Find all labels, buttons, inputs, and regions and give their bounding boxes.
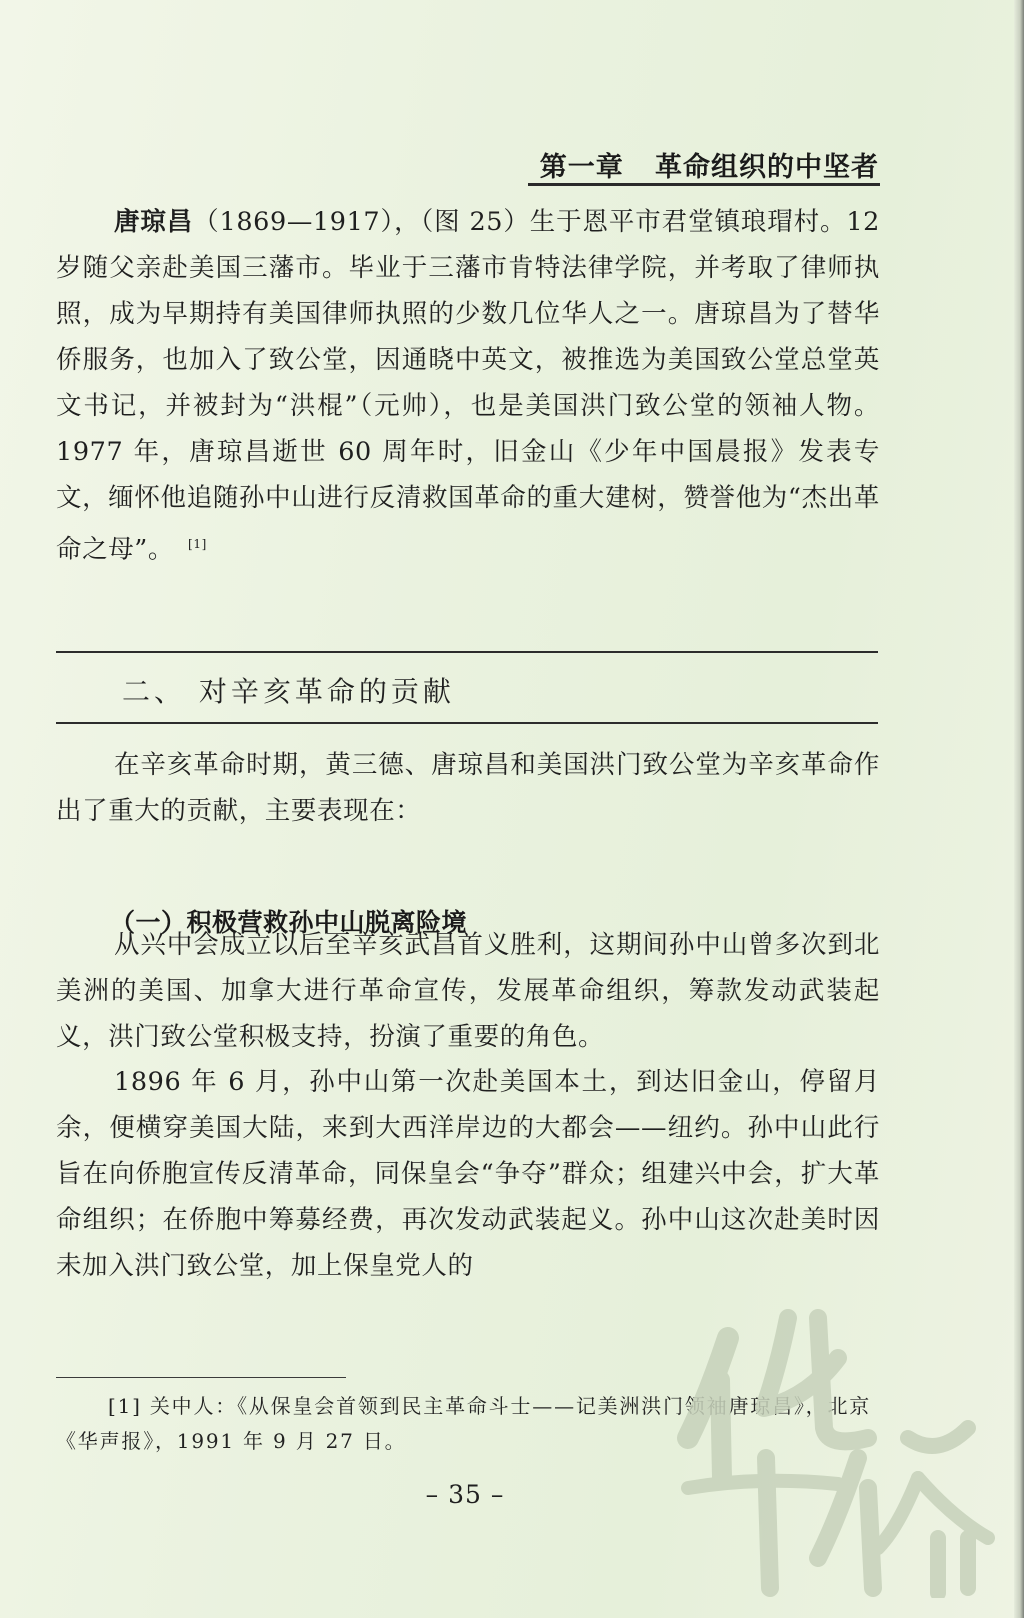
section-title-text: 对辛亥革命的贡献: [198, 675, 455, 708]
section-rule-bottom: [56, 722, 878, 724]
chapter-number: 第一章: [539, 152, 624, 183]
page-edge: [1014, 0, 1024, 1618]
paragraph-biography: [56, 199, 880, 573]
running-head: [540, 145, 879, 184]
section-heading: [122, 670, 455, 710]
footnote: [1] 关中人：《从保皇会首领到民主革命斗士——记美洲洪门领袖唐琼昌》，北京《华声报》，1991 年 9 月 27 日。: [56, 1394, 872, 1453]
running-head-rule: [528, 183, 880, 186]
section-number: 二、: [122, 675, 187, 708]
biography-text: （1869—1917），（图 25）生于恩平市君堂镇琅瑁村。12 岁随父亲赴美国三藩市。毕业于三藩市肯特法律学院，并考取了律师执照，成为早期持有美国律师执照的少数几位华人之一。唐琼昌为了替华侨服务，也加入了致公堂，因通晓中英文，被推选为美国致公堂总堂英文书记，并被封为“洪棍”（元帅），也是美国洪门致公堂的领袖人物。1977 年，唐琼昌逝世 60 周年时，旧金山《少年中国晨报》发表专文，缅怀他追随孙中山进行反清救国革命的重大建树，赞誉他为“杰出革命之母”。: [56, 207, 880, 565]
paragraph-1896: 1896 年 6 月，孙中山第一次赴美国本土，到达旧金山，停留月余，便横穿美国大陆，来到大西洋岸边的大都会——纽约。孙中山此行旨在向侨胞宣传反清革命，同保皇会“争夺”群众；组建兴中会，扩大革命组织；在侨胞中筹募经费，再次发动武装起义。孙中山这次赴美时因未加入洪门致公堂，加上保皇党人的: [56, 1067, 880, 1281]
paragraph-rescue: 从兴中会成立以后至辛亥武昌首义胜利，这期间孙中山曾多次到北美洲的美国、加拿大进行革命宣传，发展革命组织，筹款发动武装起义，洪门致公堂积极支持，扮演了重要的角色。: [56, 930, 880, 1052]
huaqiao-watermark-logo: [668, 1288, 998, 1598]
chapter-title: 革命组织的中坚者: [655, 152, 879, 183]
person-name: 唐琼昌: [114, 207, 194, 237]
section-rule-top: [56, 651, 878, 653]
page-number: – 35 –: [425, 1480, 505, 1509]
paragraph-intro: 在辛亥革命时期，黄三德、唐琼昌和美国洪门致公堂为辛亥革命作出了重大的贡献，主要表现在：: [56, 750, 880, 826]
subsection-heading: （一）积极营救孙中山脱离险境: [110, 908, 468, 937]
footnote-reference[interactable]: [1]: [188, 537, 207, 551]
footnote-rule: [56, 1377, 346, 1378]
